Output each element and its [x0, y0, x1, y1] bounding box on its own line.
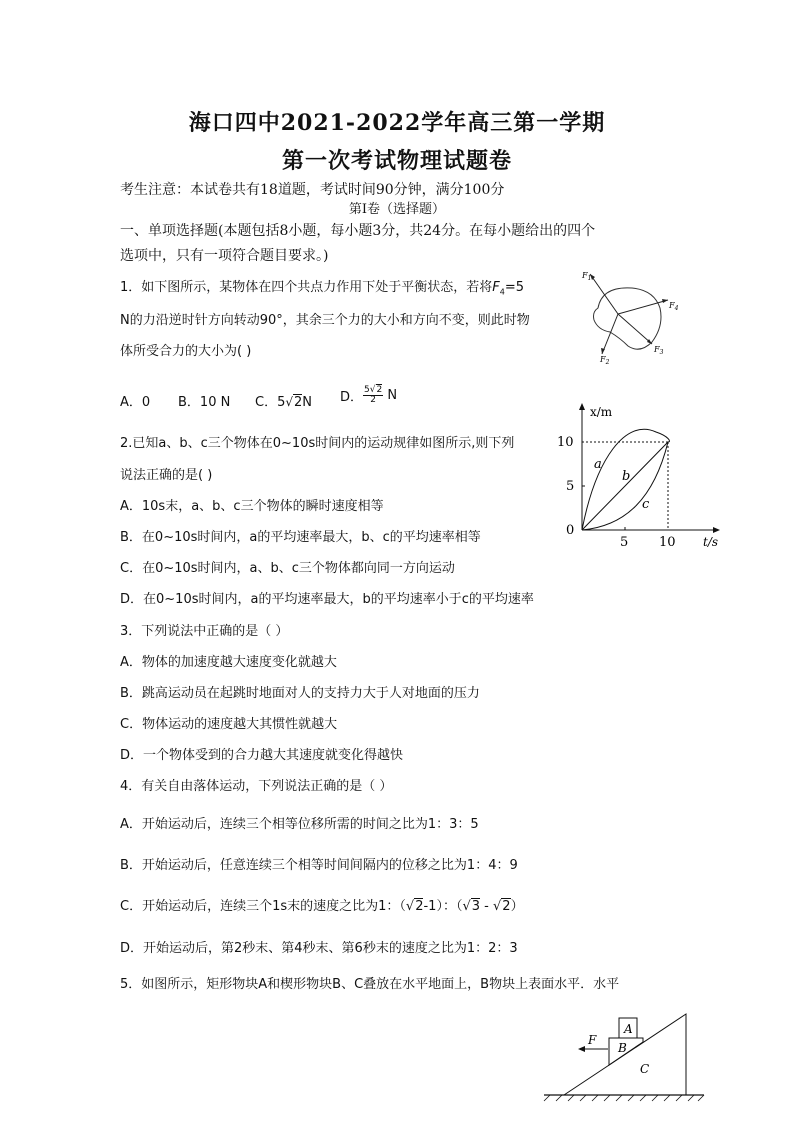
q2-line2: 说法正确的是( ) — [120, 468, 213, 483]
q4-option-d[interactable]: D．开始运动后，第2秒末、第4秒末、第6秒末的速度之比为1：2：3 — [120, 941, 518, 956]
q1-line1: 1．如下图所示，某物体在四个共点力作用下处于平衡状态，若将$F_4=5$ — [120, 280, 525, 297]
q2-option-d[interactable]: D．在0~10s时间内，a的平均速率最大，b的平均速率小于c的平均速率 — [120, 592, 534, 607]
q4-option-b[interactable]: B．开始运动后，任意连续三个相等时间间隔内的位移之比为1：4：9 — [120, 858, 518, 873]
t-axis-label: t/s — [703, 535, 719, 549]
q5-blocks-figure — [540, 1008, 710, 1103]
x-tick-5: 5 — [566, 479, 575, 494]
wedge-b-label: B — [618, 1041, 627, 1055]
q2-option-b[interactable]: B．在0~10s时间内，a的平均速率最大，b、c的平均速率相等 — [120, 530, 481, 545]
wedge-c-label: C — [640, 1062, 650, 1076]
force-f2-arrow — [602, 314, 618, 354]
q3-option-c[interactable]: C．物体运动的速度越大其惯性就越大 — [120, 717, 338, 732]
q2-option-c[interactable]: C．在0~10s时间内，a、b、c三个物体都向同一方向运动 — [120, 561, 455, 576]
q1-option-c[interactable]: C．5√2N — [255, 395, 313, 410]
f4-label: $F_4$ — [669, 301, 679, 312]
t-tick-10: 10 — [659, 535, 676, 550]
t-tick-5: 5 — [620, 535, 629, 550]
x-tick-10: 10 — [557, 435, 574, 450]
section-label: 第Ⅰ卷（选择题） — [348, 202, 446, 217]
q4-option-c[interactable]: C．开始运动后，连续三个1s末的速度之比为1：（√2-1）：（√3 - √2） — [120, 899, 524, 914]
origin-label: 0 — [566, 523, 575, 538]
q2-line1: 2.已知a、b、c三个物体在0~10s时间内的运动规律如图所示,则下列 — [120, 436, 515, 451]
q1-option-d[interactable]: D． $\frac{5√2}{2}$ N — [340, 385, 398, 405]
force-f-arrowhead — [578, 1046, 585, 1052]
exam-title-line2: 第一次考试物理试题卷 — [281, 148, 512, 174]
t-axis-arrowhead — [713, 527, 720, 533]
exam-notice: 考生注意：本试卷共有18道题，考试时间90分钟，满分100分 — [120, 182, 505, 198]
q3-option-d[interactable]: D．一个物体受到的合力越大其速度就变化得越快 — [120, 748, 404, 763]
force-f3-arrow — [618, 314, 652, 344]
q3-option-a[interactable]: A．物体的加速度越大速度变化就越大 — [120, 655, 337, 670]
q4-option-a[interactable]: A．开始运动后，连续三个相等位移所需的时间之比为1：3：5 — [120, 817, 479, 832]
block-a-label: A — [624, 1022, 633, 1036]
f1-label: $F_1$ — [582, 271, 592, 282]
ground-hatching — [544, 1095, 704, 1101]
f3-label: $F_3$ — [654, 345, 664, 356]
force-f4-arrowhead — [662, 299, 668, 303]
q1-force-figure — [576, 268, 686, 368]
force-f2-arrowhead — [601, 348, 605, 354]
exam-title-line1: 海口四中2021-2022学年高三第一学期 — [188, 110, 606, 136]
q1-line2: N的力沿逆时针方向转动90°，其余三个力的大小和方向不变，则此时物 — [120, 313, 530, 328]
curve-c-label: c — [642, 497, 650, 512]
force-f1-arrow — [590, 274, 618, 314]
object-outline — [594, 288, 662, 349]
q5-stem: 5．如图所示，矩形物块A和楔形物块B、C叠放在水平地面上，B物块上表面水平．水平 — [120, 977, 620, 992]
q3-stem: 3．下列说法中正确的是（ ） — [120, 624, 289, 639]
q1-option-b[interactable]: B．10 N — [178, 395, 231, 410]
force-f-label: F — [588, 1033, 597, 1047]
f2-label: $F_2$ — [600, 355, 610, 366]
q2-option-a[interactable]: A．10s末，a、b、c三个物体的瞬时速度相等 — [120, 499, 384, 514]
q2-xt-graph — [556, 398, 726, 550]
curve-b-label: b — [622, 469, 631, 484]
q1-option-a[interactable]: A．0 — [120, 395, 151, 410]
x-axis-label: x/m — [590, 405, 613, 419]
q4-stem: 4．有关自由落体运动，下列说法正确的是（ ） — [120, 779, 393, 794]
curve-b — [582, 442, 668, 530]
q3-option-b[interactable]: B．跳高运动员在起跳时地面对人的支持力大于人对地面的压力 — [120, 686, 480, 701]
x-axis-arrowhead — [579, 403, 585, 410]
part-instructions-line1: 一、单项选择题(本题包括8小题，每小题3分，共24分。在每小题给出的四个 — [120, 223, 596, 239]
part-instructions-line2: 选项中，只有一项符合题目要求。) — [120, 248, 329, 264]
curve-a-label: a — [594, 457, 602, 472]
q1-line3: 体所受合力的大小为( ) — [120, 344, 252, 359]
